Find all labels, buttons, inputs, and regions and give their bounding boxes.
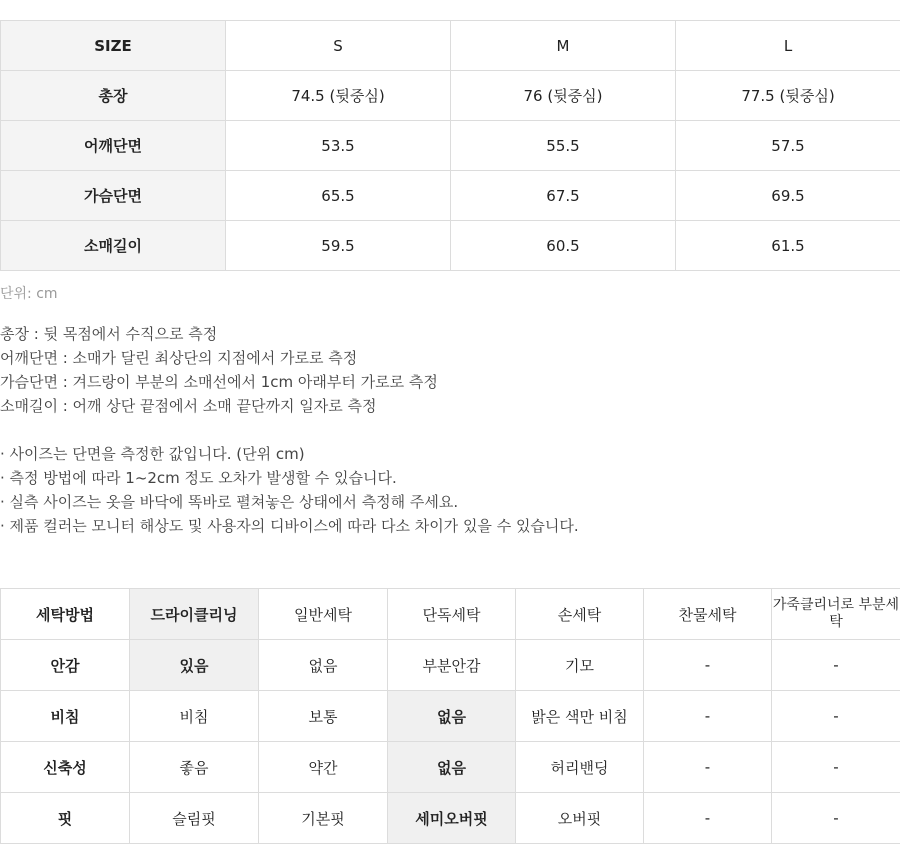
care-cell: - bbox=[772, 691, 900, 742]
care-cell: 좋음 bbox=[130, 742, 259, 793]
care-cell: 슬림핏 bbox=[130, 793, 259, 844]
size-cell: 77.5 (뒷중심) bbox=[676, 71, 900, 121]
care-cell: 일반세탁 bbox=[259, 589, 388, 640]
size-table-row bbox=[1, 71, 900, 121]
care-cell: 허리밴딩 bbox=[516, 742, 644, 793]
size-cell: 67.5 bbox=[451, 171, 676, 221]
care-cell-selected: 있음 bbox=[130, 640, 259, 691]
size-cell: 65.5 bbox=[226, 171, 451, 221]
care-cell: 손세탁 bbox=[516, 589, 644, 640]
care-cell-selected: 없음 bbox=[388, 742, 516, 793]
care-cell: 기모 bbox=[516, 640, 644, 691]
care-cell: - bbox=[644, 793, 772, 844]
measurement-note: 총장 : 뒷 목점에서 수직으로 측정 bbox=[0, 325, 218, 343]
size-cell: 57.5 bbox=[676, 121, 900, 171]
size-cell: 55.5 bbox=[451, 121, 676, 171]
size-row-label: 총장 bbox=[1, 71, 226, 121]
size-table-row bbox=[1, 171, 900, 221]
care-cell: 기본핏 bbox=[259, 793, 388, 844]
care-cell: 보통 bbox=[259, 691, 388, 742]
care-cell-selected: 없음 bbox=[388, 691, 516, 742]
size-cell: 74.5 (뒷중심) bbox=[226, 71, 451, 121]
care-cell: 가죽클리너로 부분세탁 bbox=[772, 589, 900, 640]
care-row-label: 신축성 bbox=[1, 742, 130, 793]
care-cell: 비침 bbox=[130, 691, 259, 742]
care-table-row bbox=[1, 640, 900, 691]
caution-note: · 제품 컬러는 모니터 해상도 및 사용자의 디바이스에 따라 다소 차이가 있을 수 있습니다. bbox=[0, 517, 579, 535]
size-row-label: 가슴단면 bbox=[1, 171, 226, 221]
care-row-label: 핏 bbox=[1, 793, 130, 844]
care-cell: 부분안감 bbox=[388, 640, 516, 691]
care-cell: - bbox=[772, 742, 900, 793]
care-cell: - bbox=[644, 742, 772, 793]
care-cell: - bbox=[644, 640, 772, 691]
size-cell: 61.5 bbox=[676, 221, 900, 271]
size-table-header-row bbox=[1, 21, 900, 71]
size-cell: 60.5 bbox=[451, 221, 676, 271]
care-cell: 없음 bbox=[259, 640, 388, 691]
care-cell: - bbox=[772, 793, 900, 844]
size-cell: 59.5 bbox=[226, 221, 451, 271]
care-table-row bbox=[1, 742, 900, 793]
measurement-note: 소매길이 : 어깨 상단 끝점에서 소매 끝단까지 일자로 측정 bbox=[0, 397, 377, 415]
size-table-row bbox=[1, 121, 900, 171]
care-row-label: 안감 bbox=[1, 640, 130, 691]
care-cell: - bbox=[644, 691, 772, 742]
size-cell: 76 (뒷중심) bbox=[451, 71, 676, 121]
unit-note: 단위: cm bbox=[0, 286, 58, 302]
care-cell-selected: 세미오버핏 bbox=[388, 793, 516, 844]
size-cell: 69.5 bbox=[676, 171, 900, 221]
size-header-cell: M bbox=[451, 21, 676, 71]
size-row-label: 어깨단면 bbox=[1, 121, 226, 171]
size-header-cell: S bbox=[226, 21, 451, 71]
care-table-row bbox=[1, 793, 900, 844]
caution-note: · 실측 사이즈는 옷을 바닥에 똑바로 펼쳐놓은 상태에서 측정해 주세요. bbox=[0, 493, 459, 511]
size-header-cell: SIZE bbox=[1, 21, 226, 71]
care-cell: 오버핏 bbox=[516, 793, 644, 844]
care-table-row bbox=[1, 691, 900, 742]
size-table bbox=[0, 20, 900, 271]
care-cell: 찬물세탁 bbox=[644, 589, 772, 640]
care-table bbox=[0, 588, 900, 844]
caution-note: · 사이즈는 단면을 측정한 값입니다. (단위 cm) bbox=[0, 445, 305, 463]
caution-note: · 측정 방법에 따라 1~2cm 정도 오차가 발생할 수 있습니다. bbox=[0, 469, 397, 487]
care-cell: 밝은 색만 비침 bbox=[516, 691, 644, 742]
measurement-note: 어깨단면 : 소매가 달린 최상단의 지점에서 가로로 측정 bbox=[0, 349, 358, 367]
size-row-label: 소매길이 bbox=[1, 221, 226, 271]
size-header-cell: L bbox=[676, 21, 900, 71]
caution-notes bbox=[0, 442, 579, 538]
care-cell-selected: 드라이클리닝 bbox=[130, 589, 259, 640]
care-row-label: 세탁방법 bbox=[1, 589, 130, 640]
care-cell: 단독세탁 bbox=[388, 589, 516, 640]
measurement-note: 가슴단면 : 겨드랑이 부분의 소매선에서 1cm 아래부터 가로로 측정 bbox=[0, 373, 438, 391]
size-cell: 53.5 bbox=[226, 121, 451, 171]
size-table-row bbox=[1, 221, 900, 271]
care-cell: 약간 bbox=[259, 742, 388, 793]
measurement-notes bbox=[0, 322, 438, 418]
care-row-label: 비침 bbox=[1, 691, 130, 742]
care-table-row bbox=[1, 589, 900, 640]
care-cell: - bbox=[772, 640, 900, 691]
